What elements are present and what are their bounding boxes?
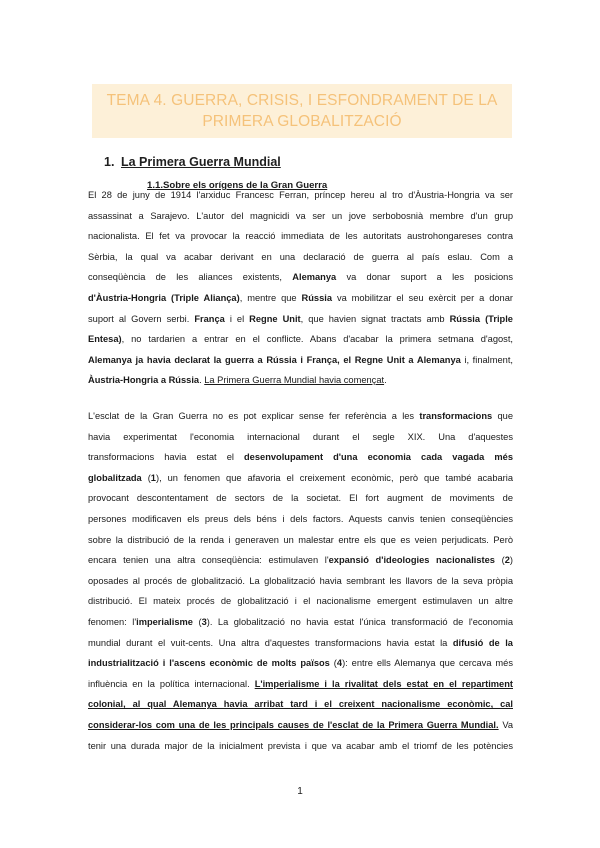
text-run: influència en la política internacional. — [88, 678, 255, 689]
document-title-box — [92, 84, 512, 138]
paragraph-origins — [88, 185, 513, 391]
text-run: ): entre ells Alemanya que cercava més — [342, 658, 513, 669]
text-line — [88, 427, 513, 448]
text-run: va mobilitzar el seu exèrcit per a donar — [332, 292, 513, 303]
text-line — [88, 185, 513, 206]
text-run: 3 — [201, 616, 207, 627]
text-run: mundial durant el vuit-cents. Una altra d'aquestes transformacions havia estat la — [88, 637, 453, 648]
section-number: 1. — [104, 155, 115, 169]
text-run: . — [199, 375, 205, 386]
text-run: assassinat a Sarajevo. L'autor del magnicidi va ser un jove serbobosnià membre d'un grup — [88, 210, 513, 221]
text-run: que — [492, 411, 513, 421]
text-run: La Primera Guerra Mundial havia començat — [204, 375, 385, 386]
text-line — [88, 370, 513, 391]
section-heading — [104, 155, 281, 169]
text-run: va donar suport a les posicions — [336, 272, 513, 283]
text-run: Regne Unit — [249, 313, 301, 324]
text-run: França — [194, 313, 225, 324]
text-run: desenvolupament d'una economia cada vagada més — [244, 452, 513, 463]
text-line — [88, 612, 513, 633]
text-line — [88, 571, 513, 592]
text-run: 1 — [150, 472, 156, 483]
text-run: transformacions — [419, 411, 493, 421]
text-line — [88, 550, 513, 571]
text-run: tenir una durada major de la inicialment prevista i que va acabar amb el triomf de les potències — [88, 740, 513, 751]
text-run: . — [384, 375, 387, 386]
text-run: considerar-los com una de les principals causes de l'esclat de la Primera Guerra Mundial. — [88, 719, 499, 730]
text-run: nacionalista. El fet va provocar la reacció immediata de les autoritats austrohongareses contra — [88, 231, 513, 242]
text-run: Alemanya — [292, 272, 337, 283]
text-line — [88, 509, 513, 530]
text-run: havia experimentat l'economia internacional durant el segle XIX. Una d'aquestes — [88, 431, 513, 442]
text-run: ), un fenomen que afavoria el creixement econòmic, però que també acabaria — [155, 472, 513, 483]
text-run: L'esclat de la Gran Guerra no es pot explicar sense fer referència a les — [88, 411, 420, 421]
text-run: , no tardarien a entrar en el conflicte. Abans d'acabar la primera setmana d'agost, — [121, 334, 513, 345]
text-line — [88, 329, 513, 350]
text-line — [88, 468, 513, 489]
text-run: i, finalment, — [460, 354, 513, 365]
text-run: sobre la distribució de la renda i generaven un malestar entre els que es veien perjudicats. Però — [88, 534, 513, 545]
text-run: , mentre que — [239, 292, 302, 303]
text-line — [88, 206, 513, 227]
text-run: colonial, al qual Alemanya havia arribat tard i el creixent nacionalisme econòmic, cal — [88, 699, 513, 710]
text-line — [88, 736, 513, 757]
text-run: expansió d'ideologies nacionalistes — [328, 555, 495, 566]
text-run: encara tenien una altra conseqüència: estimulaven l' — [88, 555, 329, 566]
text-run: Entesa) — [88, 334, 122, 345]
text-run: difusió de la — [452, 637, 513, 648]
text-line — [88, 406, 513, 427]
page-number: 1 — [297, 786, 303, 797]
text-run: suport al Govern serbi. — [88, 313, 195, 324]
text-run: persones modificaven els preus dels béns i dels factors. Aquests canvis tenien conseqüències — [88, 513, 513, 524]
text-run: oposades al procés de globalització. La globalització havia sembrant les llavors de la seva pròpia — [88, 575, 513, 586]
text-line — [88, 447, 513, 468]
text-line — [88, 350, 513, 371]
paragraph-transformations — [88, 406, 513, 756]
document-title-line-2: PRIMERA GLOBALITZACIÓ — [202, 113, 402, 130]
text-run: provocant descontentament de sectors de la societat. El fort augment de moviments de — [88, 493, 513, 504]
text-run: transformacions havia estat el — [88, 452, 244, 463]
subsection-heading: 1.1.Sobre els orígens de la Gran Guerra — [147, 180, 328, 191]
text-run: i el — [224, 313, 250, 324]
text-run: industrialització i l'ascens econòmic de molts països — [88, 658, 330, 669]
text-run: L'imperialisme i la rivalitat dels estat en el repartiment — [254, 678, 513, 689]
text-line — [88, 591, 513, 612]
text-run: El 28 de juny de 1914 l'arxiduc Francesc Ferran, príncep hereu al tro d'Àustria-Hongria va ser — [88, 190, 513, 200]
text-run: imperialisme — [136, 616, 193, 627]
text-run: 2 — [504, 555, 510, 566]
text-line — [88, 288, 513, 309]
text-run: fenomen: l' — [88, 616, 137, 627]
section-title: La Primera Guerra Mundial — [121, 155, 281, 169]
text-run: ( — [192, 616, 202, 627]
text-run: d'Àustria-Hongria (Triple Aliança) — [88, 292, 240, 303]
text-run: Àustria-Hongria a Rússia — [88, 375, 200, 386]
text-run: Alemanya ja havia declarat la guerra a Rússia i França, el Regne Unit a Alemanya — [88, 354, 461, 365]
text-line — [88, 633, 513, 654]
text-run: distribució. El mateix procés de globalització i el nacionalisme emergent estimulaven un altre — [88, 596, 513, 607]
text-line — [88, 653, 513, 674]
text-run: Sèrbia, la qual va acabar derivant en una declaració de guerra al país eslau. Com a — [88, 251, 513, 262]
text-run: ( — [494, 555, 505, 566]
text-run: globalitzada — [88, 472, 142, 483]
text-line — [88, 715, 513, 736]
text-run: ). La globalització no havia estat l'única transformació de l'economia — [206, 616, 513, 627]
text-line — [88, 530, 513, 551]
text-run: ( — [141, 472, 151, 483]
text-run: 4 — [336, 658, 343, 669]
text-run: ) — [509, 555, 513, 566]
document-title-line-1: TEMA 4. GUERRA, CRISIS, I ESFONDRAMENT DE LA — [106, 92, 498, 109]
text-line — [88, 309, 513, 330]
text-line — [88, 247, 513, 268]
text-line — [88, 694, 513, 715]
text-line — [88, 267, 513, 288]
text-run: conseqüència de les aliances existents, — [88, 272, 293, 283]
text-line — [88, 488, 513, 509]
text-run: Va — [498, 719, 513, 730]
text-line — [88, 226, 513, 247]
text-run: Rússia (Triple — [449, 313, 513, 324]
text-line — [88, 674, 513, 695]
text-run: ( — [329, 658, 337, 669]
text-run: , que havien signat tractats amb — [300, 313, 450, 324]
text-run: Rússia — [301, 292, 333, 303]
